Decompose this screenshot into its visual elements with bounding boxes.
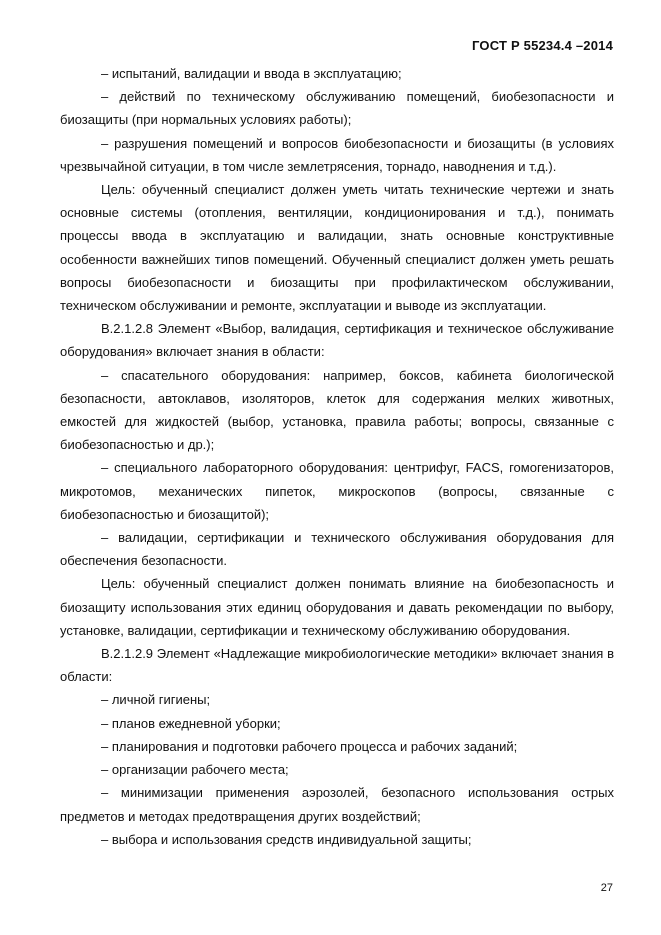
document-code-header: ГОСТ Р 55234.4 –2014 <box>472 38 613 53</box>
paragraph: Цель: обученный специалист должен уметь читать технические чертежи и знать основные системы (отопления, вентиляции, кондиционирования и т.д.), понимать процессы ввода в эксплуатацию и валидации, знать основные конструктивные особенности важнейших типов помещений. Обученный специалист должен уметь решать вопросы биобезопасности и биозащиты при профилактическом обслуживании, техническом обслуживании и ремонте, эксплуатации и выводе из эксплуатации. <box>60 182 614 314</box>
paragraph: – планирования и подготовки рабочего процесса и рабочих заданий; <box>101 738 518 754</box>
paragraph: – планов ежедневной уборки; <box>101 715 281 731</box>
paragraph: Цель: обученный специалист должен понимать влияние на биобезопасность и биозащиту использования этих единиц оборудования и давать рекомендации по выбору, установке, валидации, сертификации и техническому обслуживанию оборудования. <box>60 576 614 638</box>
paragraph: – действий по техническому обслуживанию помещений, биобезопасности и биозащиты (при нормальных условиях работы); <box>60 89 614 128</box>
paragraph: – спасательного оборудования: например, боксов, кабинета биологической безопасности, автоклавов, изоляторов, клеток для содержания мелких животных, емкостей для жидкостей (выбор, установка, правила работы; вопросы, связанные с биобезопасностью и др.); <box>60 367 614 453</box>
paragraph: – разрушения помещений и вопросов биобезопасности и биозащиты (в условиях чрезвычайной ситуации, в том числе землетрясения, торнадо, наводнения и т.д.). <box>60 135 614 174</box>
page-number: 27 <box>600 882 613 894</box>
paragraph: – выбора и использования средств индивидуальной защиты; <box>101 831 472 847</box>
document-body <box>60 62 614 851</box>
paragraph: В.2.1.2.9 Элемент «Надлежащие микробиологические методики» включает знания в области: <box>60 646 614 685</box>
paragraph: – валидации, сертификации и технического обслуживания оборудования для обеспечения безопасности. <box>60 530 614 569</box>
paragraph: – минимизации применения аэрозолей, безопасного использования острых предметов и методах предотвращения других воздействий; <box>60 785 614 824</box>
paragraph: – личной гигиены; <box>101 692 211 708</box>
paragraph: – специального лабораторного оборудования: центрифуг, FACS, гомогенизаторов, микротомов, механических пипеток, микроскопов (вопросы, связанные с биобезопасностью и биозащитой); <box>60 460 614 522</box>
paragraph: – организации рабочего места; <box>101 762 289 778</box>
paragraph: – испытаний, валидации и ввода в эксплуатацию; <box>101 66 402 81</box>
paragraph: В.2.1.2.8 Элемент «Выбор, валидация, сертификация и техническое обслуживание оборудования» включает знания в области: <box>60 321 614 360</box>
